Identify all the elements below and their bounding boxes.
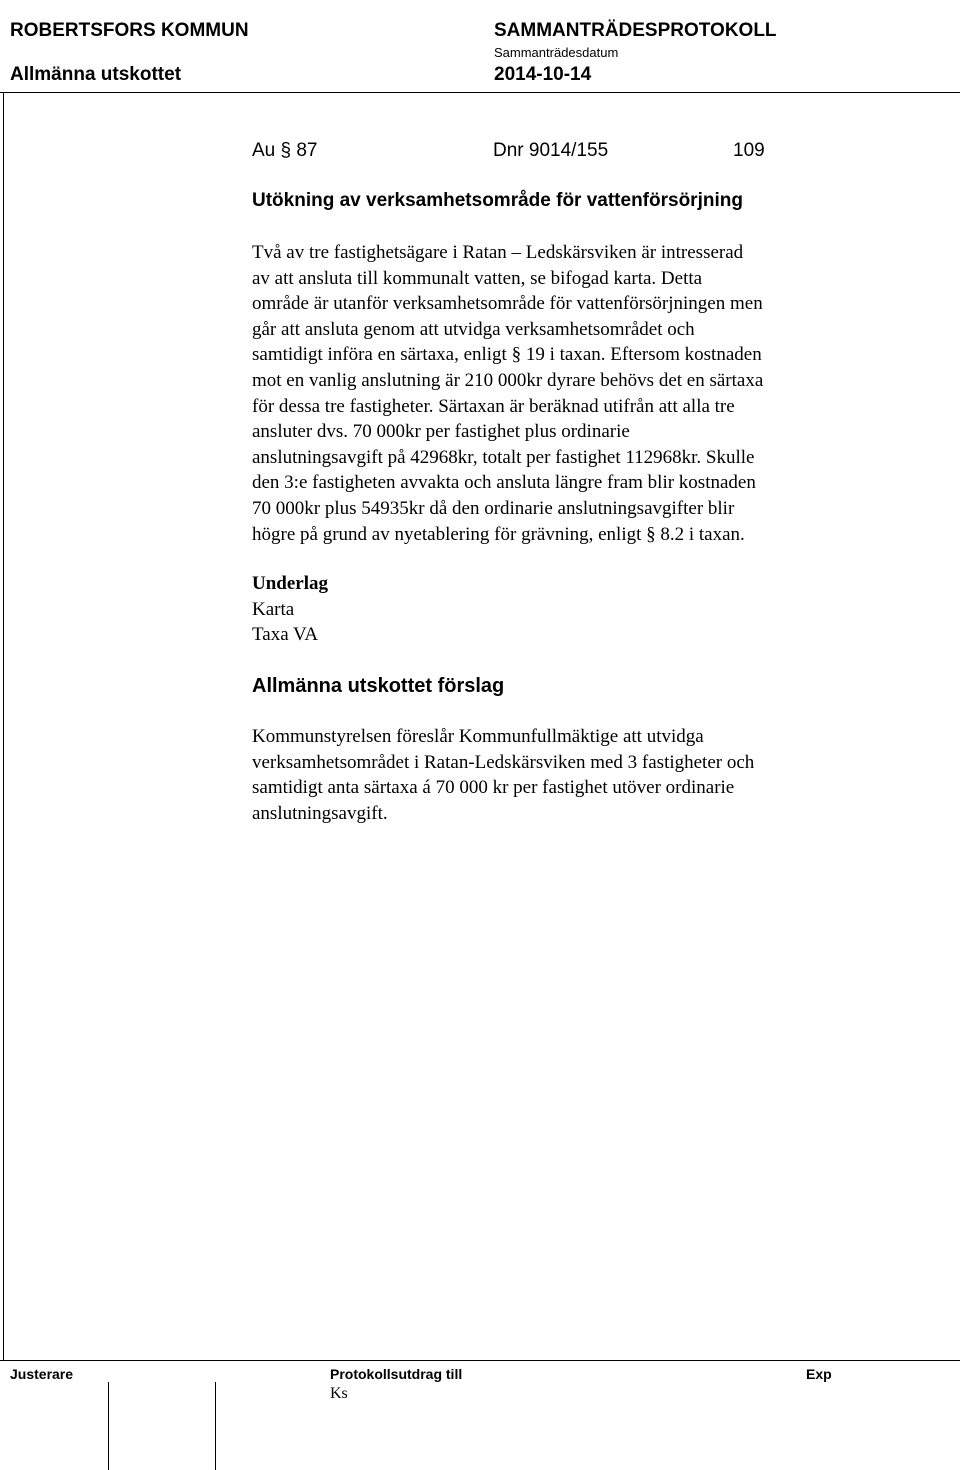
body-line: går att ansluta genom att utvidga verksamhetsområdet och [252,318,695,340]
exp-label: Exp [806,1366,832,1382]
organization-name: ROBERTSFORS KOMMUN [10,20,249,41]
body-line: samtidigt införa en särtaxa, enligt § 19 i taxan. Eftersom kostnaden [252,344,762,366]
proposal-heading: Allmänna utskottet förslag [252,675,505,697]
proposal-paragraph [252,724,754,826]
body-line: av att ansluta till kommunalt vatten, se bifogad karta. Detta [252,267,703,289]
underlag-item: Karta [252,598,295,620]
body-line: område är utanför verksamhetsområde för vattenförsörjningen men [252,293,763,315]
meeting-date: 2014-10-14 [494,64,592,85]
body-line: mot en vanlig anslutning är 210 000kr dyrare behövs det en särtaxa [252,369,764,391]
body-line: 70 000kr plus 54935kr då den ordinarie anslutningsavgifter blir [252,497,735,519]
left-margin-line [3,92,4,1360]
body-line: för dessa tre fastigheter. Särtaxan är beräknad utifrån att alla tre [252,395,735,417]
paragraph-number: 109 [733,140,765,161]
body-line: högre på grund av nyetablering för grävning, enligt § 8.2 i taxan. [252,523,745,545]
proposal-line: anslutningsavgift. [252,802,388,824]
protokollsutdrag-label: Protokollsutdrag till [330,1366,463,1382]
footer-divider [0,1360,960,1361]
header-divider [0,92,960,93]
meeting-date-label: Sammanträdesdatum [494,45,619,60]
footer-signature-line-1 [108,1382,109,1470]
body-line: ansluter dvs. 70 000kr per fastighet plus ordinarie [252,421,630,443]
proposal-line: verksamhetsområdet i Ratan-Ledskärsviken med 3 fastigheter och [252,751,755,773]
document-type: SAMMANTRÄDESPROTOKOLL [494,20,777,41]
proposal-line: Kommunstyrelsen föreslår Kommunfullmäktige att utvidga [252,726,704,747]
diary-number: Dnr 9014/155 [493,140,609,161]
body-line: den 3:e fastigheten avvakta och ansluta längre fram blir kostnaden [252,472,756,494]
protokollsutdrag-recipient: Ks [330,1385,348,1402]
au-number: Au § 87 [252,140,318,161]
body-line: anslutningsavgift på 42968kr, totalt per fastighet 112968kr. Skulle [252,446,755,468]
body-line: Två av tre fastighetsägare i Ratan – Ledskärsviken är intresserad [252,242,744,263]
underlag-section [252,571,328,648]
body-paragraph [252,240,763,547]
proposal-line: samtidigt anta särtaxa á 70 000 kr per fastighet utöver ordinarie [252,777,735,799]
committee-name: Allmänna utskottet [10,64,182,85]
item-title: Utökning av verksamhetsområde för vattenförsörjning [252,190,743,211]
underlag-item: Taxa VA [252,624,319,646]
footer-signature-line-2 [215,1382,216,1470]
justerare-label: Justerare [10,1366,74,1382]
underlag-heading: Underlag [252,573,328,594]
